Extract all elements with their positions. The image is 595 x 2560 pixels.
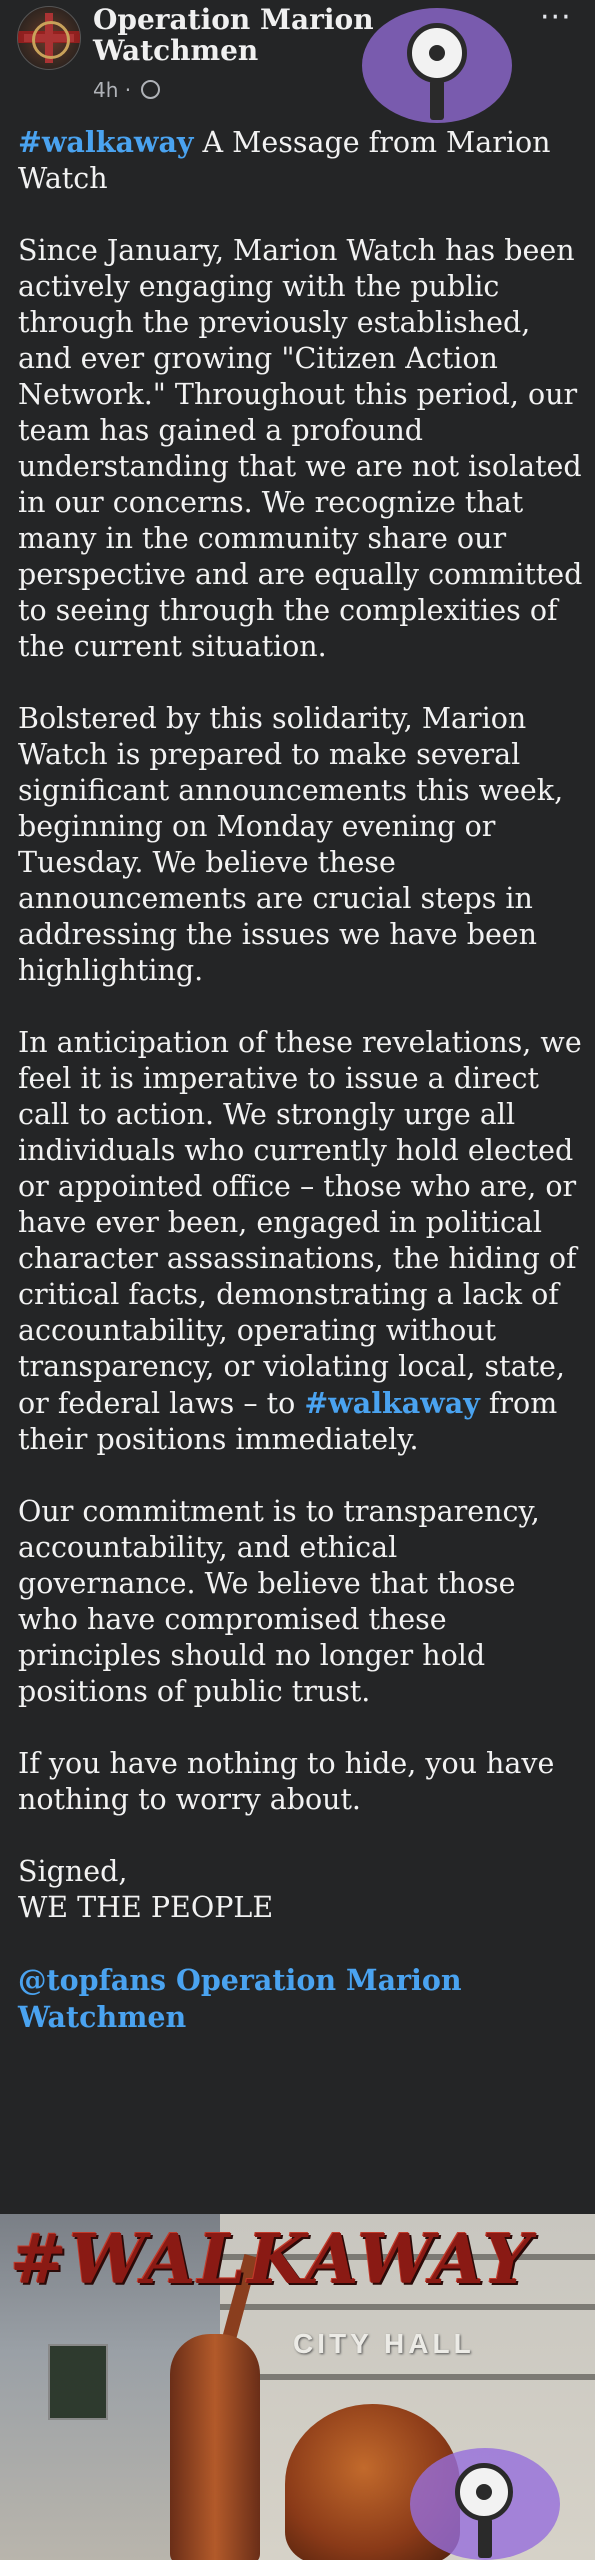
post-intro: #walkaway A Message from Marion Watch (18, 125, 551, 195)
post-timestamp[interactable]: 4h (93, 78, 119, 102)
post-signature: Signed, WE THE PEOPLE (18, 1855, 274, 1924)
globe-icon (141, 80, 160, 99)
mention-link[interactable]: @topfans Operation Marion Watchmen (18, 1963, 462, 2034)
city-hall-sign: CITY HALL (293, 2328, 475, 2359)
eye-magnifier-icon (410, 2448, 560, 2560)
post-mention (18, 1962, 583, 2036)
post-text (18, 124, 583, 2072)
post-paragraph-4: Our commitment is to transparency, accountability, and ethical governance. We believe that those who have compromised these principles should no longer hold positions of public trust. (18, 1495, 540, 1708)
post-header (0, 0, 595, 125)
more-icon[interactable]: ··· (540, 0, 572, 35)
post-image[interactable] (0, 2214, 595, 2560)
page-name[interactable]: Operation Marion Watchmen (93, 3, 374, 67)
hashtag-link[interactable]: #walkaway (304, 1386, 480, 1420)
post-meta: 4h · (93, 78, 160, 102)
post-paragraph-5: If you have nothing to hide, you have nothing to worry about. (18, 1747, 555, 1816)
post-paragraph-3: In anticipation of these revelations, we feel it is imperative to issue a direct call to action. We strongly urge all individuals who currently hold elected or appointed office – those who are, or have ever been, engaged in political character assassinations, the hiding of critical facts, demonstrating a lack of accountability, operating without transparency, or violating local, state, or federal laws – to #walkaway from their positions immediately. (18, 1026, 582, 1456)
eye-magnifier-icon (362, 8, 512, 123)
post-paragraph-1: Since January, Marion Watch has been actively engaging with the public through the previously established, and ever growing "Citizen Action Network." Throughout this period, our team has gained a profound understanding that we are not isolated in our concerns. We recognize that many in the community share our perspective and are equally committed to seeing through the complexities of the current situation. (18, 234, 583, 663)
post-paragraph-2: Bolstered by this solidarity, Marion Watch is prepared to make several significant announcements this week, beginning on Monday evening or Tuesday. We believe these announcements are crucial steps in addressing the issues we have been highlighting. (18, 702, 564, 987)
statue (170, 2334, 260, 2560)
page-avatar[interactable] (17, 6, 81, 70)
walkaway-banner: #WALKAWAY (10, 2220, 534, 2300)
historical-plaque (48, 2344, 108, 2420)
hashtag-link[interactable]: #walkaway (18, 125, 194, 159)
